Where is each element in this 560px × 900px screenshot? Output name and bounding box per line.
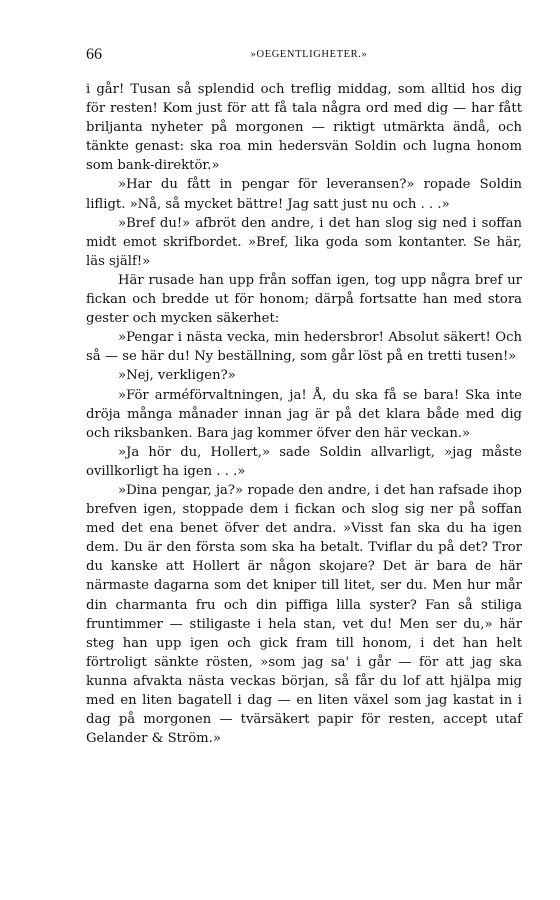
paragraph: »Dina pengar, ja?» ropade den andre, i det han rafsade ihop brefven igen, stoppade dem i fickan och slog sig ner på soffan med det ena benet öfver det andra. »Visst fan ska du ha igen dem. Du är den första som ska ha betalt. Tviflar du på det? Tror du kanske att Hollert är någon skojare? Det är bara de här närmaste dagarna som det kniper till litet, ser du. Men hur mår din charmanta fru och din piffiga lilla syster? Fan så stiliga fruntimmer — stiligaste i hela stan, vet du! Men ser du,» här steg han upp igen och gick fram till honom, i det han helt förtroligt sänkte rösten, »som jag sa' i går — för att jag ska kunna afvakta nästa veckas början, så får du lof att hjälpa mig med en liten bagatell i dag — en liten växel som jag kastat in i dag på morgonen — tvärsäkert papir för resten, accept utaf Gelander & Ström.» [86,482,522,747]
page-header [86,46,522,66]
paragraph: »För arméförvaltningen, ja! Å, du ska få se bara! Ska inte dröja många månader innan jag är på det klara både med dig och riksbanken. Bara jag kommer öfver den här veckan.» [86,387,522,441]
body-text [86,80,522,748]
paragraph: Här rusade han upp från soffan igen, tog upp några bref ur fickan och bredde ut för honom; därpå fortsatte han med stora gester och mycken säkerhet: [86,272,522,327]
paragraph: »Nej, verkligen?» [118,368,236,384]
paragraph: »Bref du!» afbröt den andre, i det han slog sig ned i soffan midt emot skrifbordet. »Bref, lika goda som kontanter. Se här, läs själf!» [86,215,522,269]
running-title: »OEGENTLIGHETER.» [250,49,368,60]
paragraph: »Ja hör du, Hollert,» sade Soldin allvarligt, »jag måste ovillkorligt ha igen . . .» [86,444,522,479]
paragraph: »Pengar i nästa vecka, min hedersbror! Absolut säkert! Och så — se här du! Ny beställning, som går löst på en tretti tusen!» [86,330,522,365]
page-number: 66 [86,46,102,63]
paragraph: »Har du fått in pengar för leveransen?» ropade Soldin lifligt. »Nå, så mycket bättre! Jag satt just nu och . . .» [86,177,522,212]
paragraph-continuation: i går! Tusan så splendid och treflig middag, som alltid hos dig för resten! Kom just för att få tala några ord med dig — har fått briljanta nyheter på morgonen — riktigt utmärkta ändå, och tänkte genast: ska roa min hedersvän Soldin och lugna honom som bank-direktör.» [86,82,522,174]
